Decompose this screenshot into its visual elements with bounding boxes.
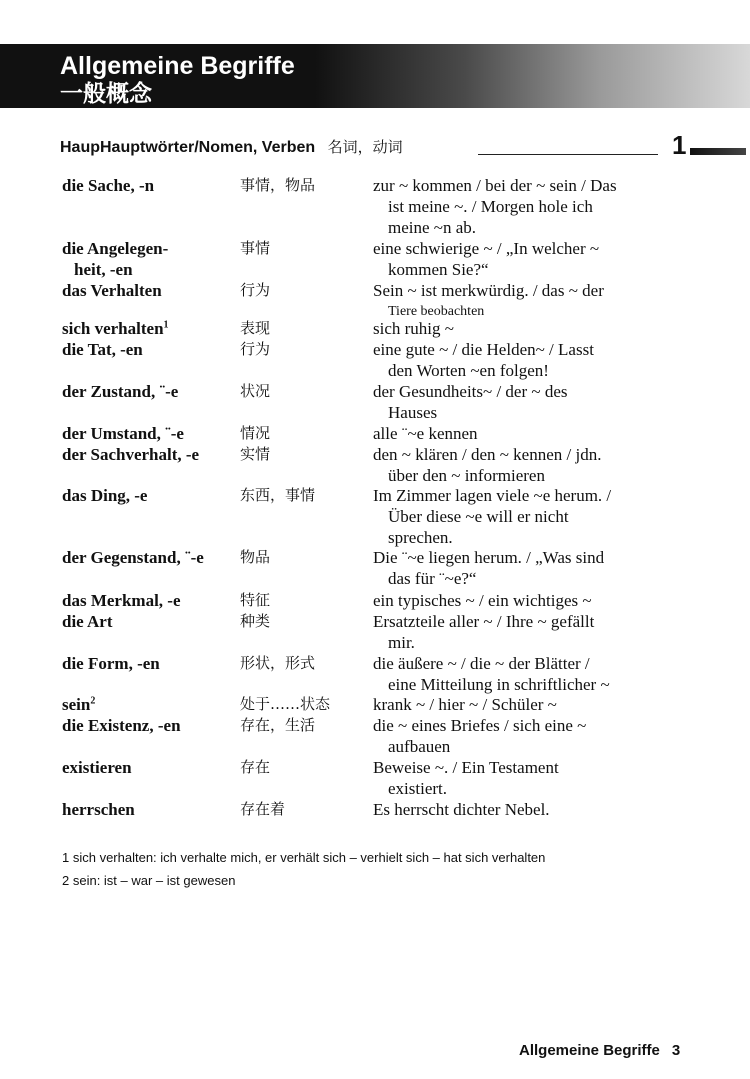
example-line: Hauses — [388, 403, 438, 422]
example-line: Die ¨~e liegen herum. / „Was sind — [373, 548, 605, 567]
chapter-subtitle: 一般概念 — [60, 81, 152, 107]
chinese-translation: 物品 — [240, 548, 271, 566]
german-term — [62, 799, 232, 820]
german-term — [62, 653, 232, 674]
german-term-line: heit, -en — [74, 260, 133, 279]
footnote-2: 2 sein: ist – war – ist gewesen — [62, 873, 236, 888]
footnote-marker: 2 — [90, 695, 96, 707]
german-term-line: die Form, -en — [62, 654, 160, 673]
example-usage — [373, 280, 673, 322]
chinese-translation: 东西，事情 — [240, 486, 316, 504]
german-term — [62, 280, 232, 301]
chinese-translation: 状况 — [240, 382, 271, 400]
example-usage — [373, 238, 673, 280]
example-line: ein typisches ~ / ein wichtiges ~ — [373, 591, 592, 610]
example-line: den Worten ~en folgen! — [388, 361, 549, 380]
example-usage — [373, 339, 673, 381]
example-usage — [373, 318, 673, 339]
german-term — [62, 590, 232, 611]
german-term — [62, 381, 232, 402]
german-term-line: der Gegenstand, ¨-e — [62, 548, 204, 567]
german-term — [62, 238, 232, 280]
german-term-line: sein — [62, 695, 91, 714]
example-line: die äußere ~ / die ~ der Blätter / — [373, 654, 590, 673]
example-line: ist meine ~. / Morgen hole ich — [388, 197, 593, 216]
example-usage — [373, 444, 673, 486]
example-line: eine schwierige ~ / „In welcher ~ — [373, 239, 600, 258]
example-line: Im Zimmer lagen viele ~e herum. / — [373, 486, 612, 505]
german-term — [62, 175, 232, 196]
footer-label: Allgemeine Begriffe — [519, 1042, 660, 1059]
example-usage — [373, 175, 673, 238]
german-term — [62, 757, 232, 778]
footnotes — [62, 846, 545, 892]
chinese-translation: 形状，形式 — [240, 654, 316, 672]
example-line: Sein ~ ist merkwürdig. / das ~ der — [373, 281, 604, 300]
german-term-line: herrschen — [62, 800, 135, 819]
chinese-translation: 行为 — [240, 281, 271, 299]
chapter-title: Allgemeine Begriffe — [60, 52, 295, 80]
example-line: sich ruhig ~ — [373, 319, 454, 338]
example-line: Es herrscht dichter Nebel. — [373, 800, 550, 819]
example-line: eine gute ~ / die Helden~ / Lasst — [373, 340, 594, 359]
german-term-line: der Umstand, ¨-e — [62, 424, 184, 443]
section-heading — [60, 137, 403, 158]
section-title: HaupHauptwörter/Nomen, Verben — [60, 139, 316, 156]
section-title-cn: 名词，动词 — [327, 138, 403, 156]
german-term — [62, 694, 232, 715]
example-line: das für ¨~e?“ — [388, 569, 477, 588]
chinese-translation: 处于……状态 — [240, 695, 331, 713]
german-term — [62, 715, 232, 736]
german-term — [62, 318, 232, 339]
page-footer — [519, 1041, 680, 1061]
example-usage — [373, 590, 673, 611]
example-usage — [373, 653, 673, 695]
example-line: sprechen. — [388, 528, 453, 547]
example-usage — [373, 611, 673, 653]
german-term — [62, 485, 232, 506]
chinese-translation: 存在着 — [240, 800, 286, 818]
example-usage — [373, 381, 673, 423]
example-line: kommen Sie?“ — [388, 260, 489, 279]
footnote-marker: 1 — [163, 319, 169, 331]
section-bar — [690, 148, 746, 155]
chinese-translation: 种类 — [240, 612, 271, 630]
german-term-line: die Tat, -en — [62, 340, 143, 359]
example-line: mir. — [388, 633, 415, 652]
footnote-1: 1 sich verhalten: ich verhalte mich, er verhält sich – verhielt sich – hat sich verhalten — [62, 850, 546, 865]
german-term-line: die Existenz, -en — [62, 716, 181, 735]
chinese-translation: 实情 — [240, 445, 271, 463]
german-term — [62, 339, 232, 360]
german-term-line: die Sache, -n — [62, 176, 155, 195]
chinese-translation: 行为 — [240, 340, 271, 358]
chinese-translation: 存在，生活 — [240, 716, 316, 734]
chinese-translation: 事情，物品 — [240, 176, 316, 194]
example-line: meine ~n ab. — [388, 218, 477, 237]
german-term-line: das Verhalten — [62, 281, 162, 300]
chinese-translation: 表现 — [240, 319, 271, 337]
german-term — [62, 444, 232, 465]
example-line: der Gesundheits~ / der ~ des — [373, 382, 568, 401]
german-term-line: die Art — [62, 612, 113, 631]
german-term-line: der Sachverhalt, -e — [62, 445, 200, 464]
example-usage — [373, 757, 673, 799]
german-term — [62, 547, 232, 568]
example-line: Über diese ~e will er nicht — [388, 507, 569, 526]
german-term — [62, 611, 232, 632]
chinese-translation: 事情 — [240, 239, 271, 257]
chinese-translation: 特征 — [240, 591, 271, 609]
example-usage — [373, 485, 673, 548]
example-line: eine Mitteilung in schriftlicher ~ — [388, 675, 610, 694]
example-usage — [373, 547, 673, 589]
german-term — [62, 423, 232, 444]
example-line: Tiere beobachten — [388, 304, 485, 319]
example-line: alle ¨~e kennen — [373, 424, 478, 443]
example-usage — [373, 715, 673, 757]
example-line: den ~ klären / den ~ kennen / jdn. — [373, 445, 602, 464]
german-term-line: existieren — [62, 758, 132, 777]
example-line: die ~ eines Briefes / sich eine ~ — [373, 716, 587, 735]
example-usage — [373, 423, 673, 444]
german-term-line: das Merkmal, -e — [62, 591, 181, 610]
example-usage — [373, 694, 673, 715]
section-number: 1 — [672, 130, 687, 160]
example-line: aufbauen — [388, 737, 451, 756]
chinese-translation: 情况 — [240, 424, 271, 442]
german-term-line: sich verhalten — [62, 319, 164, 338]
example-line: Beweise ~. / Ein Testament — [373, 758, 559, 777]
section-rule — [478, 154, 658, 155]
example-line: Ersatzteile aller ~ / Ihre ~ gefällt — [373, 612, 595, 631]
example-line: zur ~ kommen / bei der ~ sein / Das — [373, 176, 617, 195]
example-line: existiert. — [388, 779, 448, 798]
example-line: über den ~ informieren — [388, 466, 545, 485]
german-term-line: das Ding, -e — [62, 486, 148, 505]
german-term-line: die Angelegen- — [62, 239, 169, 258]
chinese-translation: 存在 — [240, 758, 271, 776]
page-number: 3 — [671, 1042, 681, 1059]
example-usage — [373, 799, 673, 820]
example-line: krank ~ / hier ~ / Schüler ~ — [373, 695, 557, 714]
german-term-line: der Zustand, ¨-e — [62, 382, 179, 401]
